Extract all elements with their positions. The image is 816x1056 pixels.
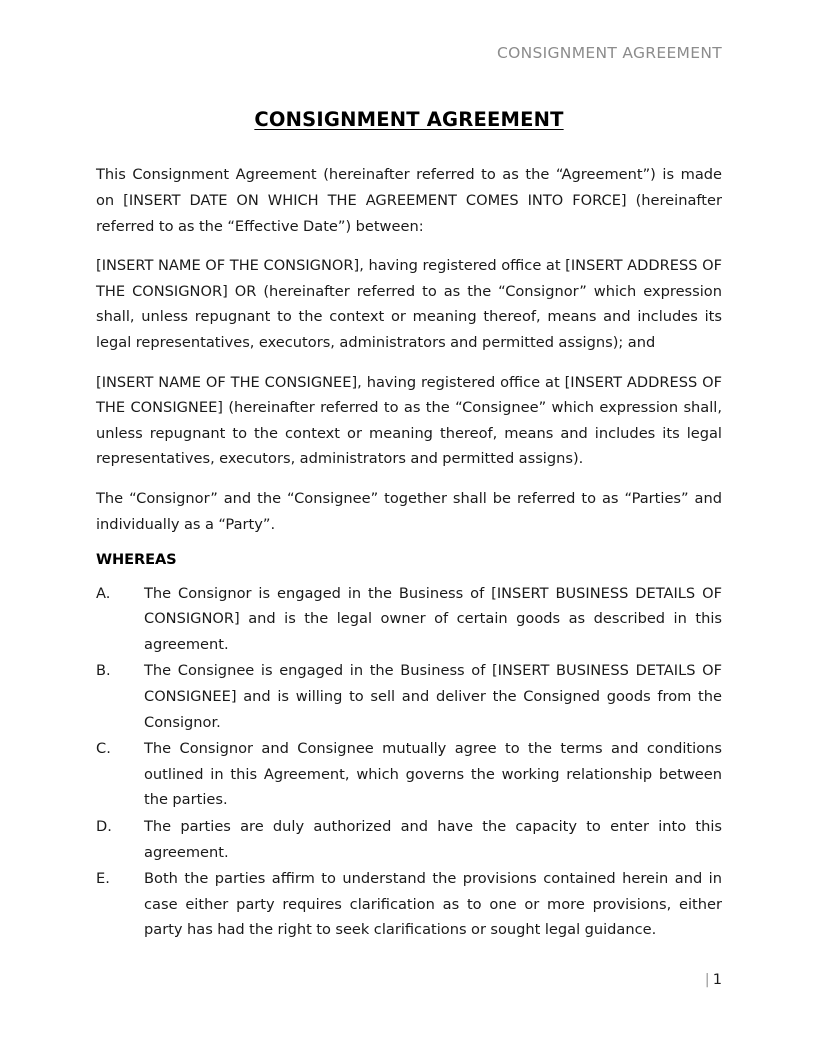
list-item-marker: D. [96,818,112,836]
list-item-text: The Consignee is engaged in the Business of [INSERT BUSINESS DETAILS OF CONSIGNEE] and is willing to sell and deliver the Consigned goods from the Consignor. [144,662,722,731]
list-item-marker: B. [96,662,111,680]
list-item-text: Both the parties affirm to understand the provisions contained herein and in case either party requires clarification as to one or more provisions, either party has had the right to seek clarifications or sought legal guidance. [144,870,722,939]
list-item-marker: E. [96,870,110,888]
list-item [96,814,722,865]
document-body [96,108,722,944]
running-header: CONSIGNMENT AGREEMENT [496,44,722,62]
paragraph-consignor-party: [INSERT NAME OF THE CONSIGNOR], having registered office at [INSERT ADDRESS OF THE CONSIGNOR] OR (hereinafter referred to as the “Consignor” which expression shall, unless repugnant to the context or meaning thereof, means and includes its legal representatives, executors, administrators and permitted assigns); and [96,257,722,351]
paragraph-parties-definition: The “Consignor” and the “Consignee” together shall be referred to as “Parties” and individually as a “Party”. [96,489,722,533]
list-item-text: The Consignor and Consignee mutually agree to the terms and conditions outlined in this Agreement, which governs the working relationship between the parties. [144,740,722,809]
list-item [96,581,722,658]
section-heading-whereas: WHEREAS [96,551,177,569]
recitals-list [96,581,722,943]
page-title: CONSIGNMENT AGREEMENT [254,108,564,131]
list-item [96,736,722,813]
list-item-marker: C. [96,740,111,758]
list-item-text: The parties are duly authorized and have the capacity to enter into this agreement. [144,818,722,861]
list-item-text: The Consignor is engaged in the Business of [INSERT BUSINESS DETAILS OF CONSIGNOR] and is the legal owner of certain goods as described in this agreement. [144,584,722,653]
paragraph-agreement-intro: This Consignment Agreement (hereinafter referred to as the “Agreement”) is made on [INSERT DATE ON WHICH THE AGREEMENT COMES INTO FORCE] (hereinafter referred to as the “Effective Date”) between: [96,166,722,235]
footer-separator: | [704,971,710,988]
paragraph-consignee-party: [INSERT NAME OF THE CONSIGNEE], having registered office at [INSERT ADDRESS OF THE CONSIGNEE] (hereinafter referred to as the “Consignee” which expression shall, unless repugnant to the context or meaning thereof, means and includes its legal representatives, executors, administrators and permitted assigns). [96,373,722,468]
page-footer [96,970,722,990]
list-item-marker: A. [96,584,111,602]
list-item [96,658,722,735]
list-item [96,866,722,943]
page-number: 1 [712,971,722,988]
